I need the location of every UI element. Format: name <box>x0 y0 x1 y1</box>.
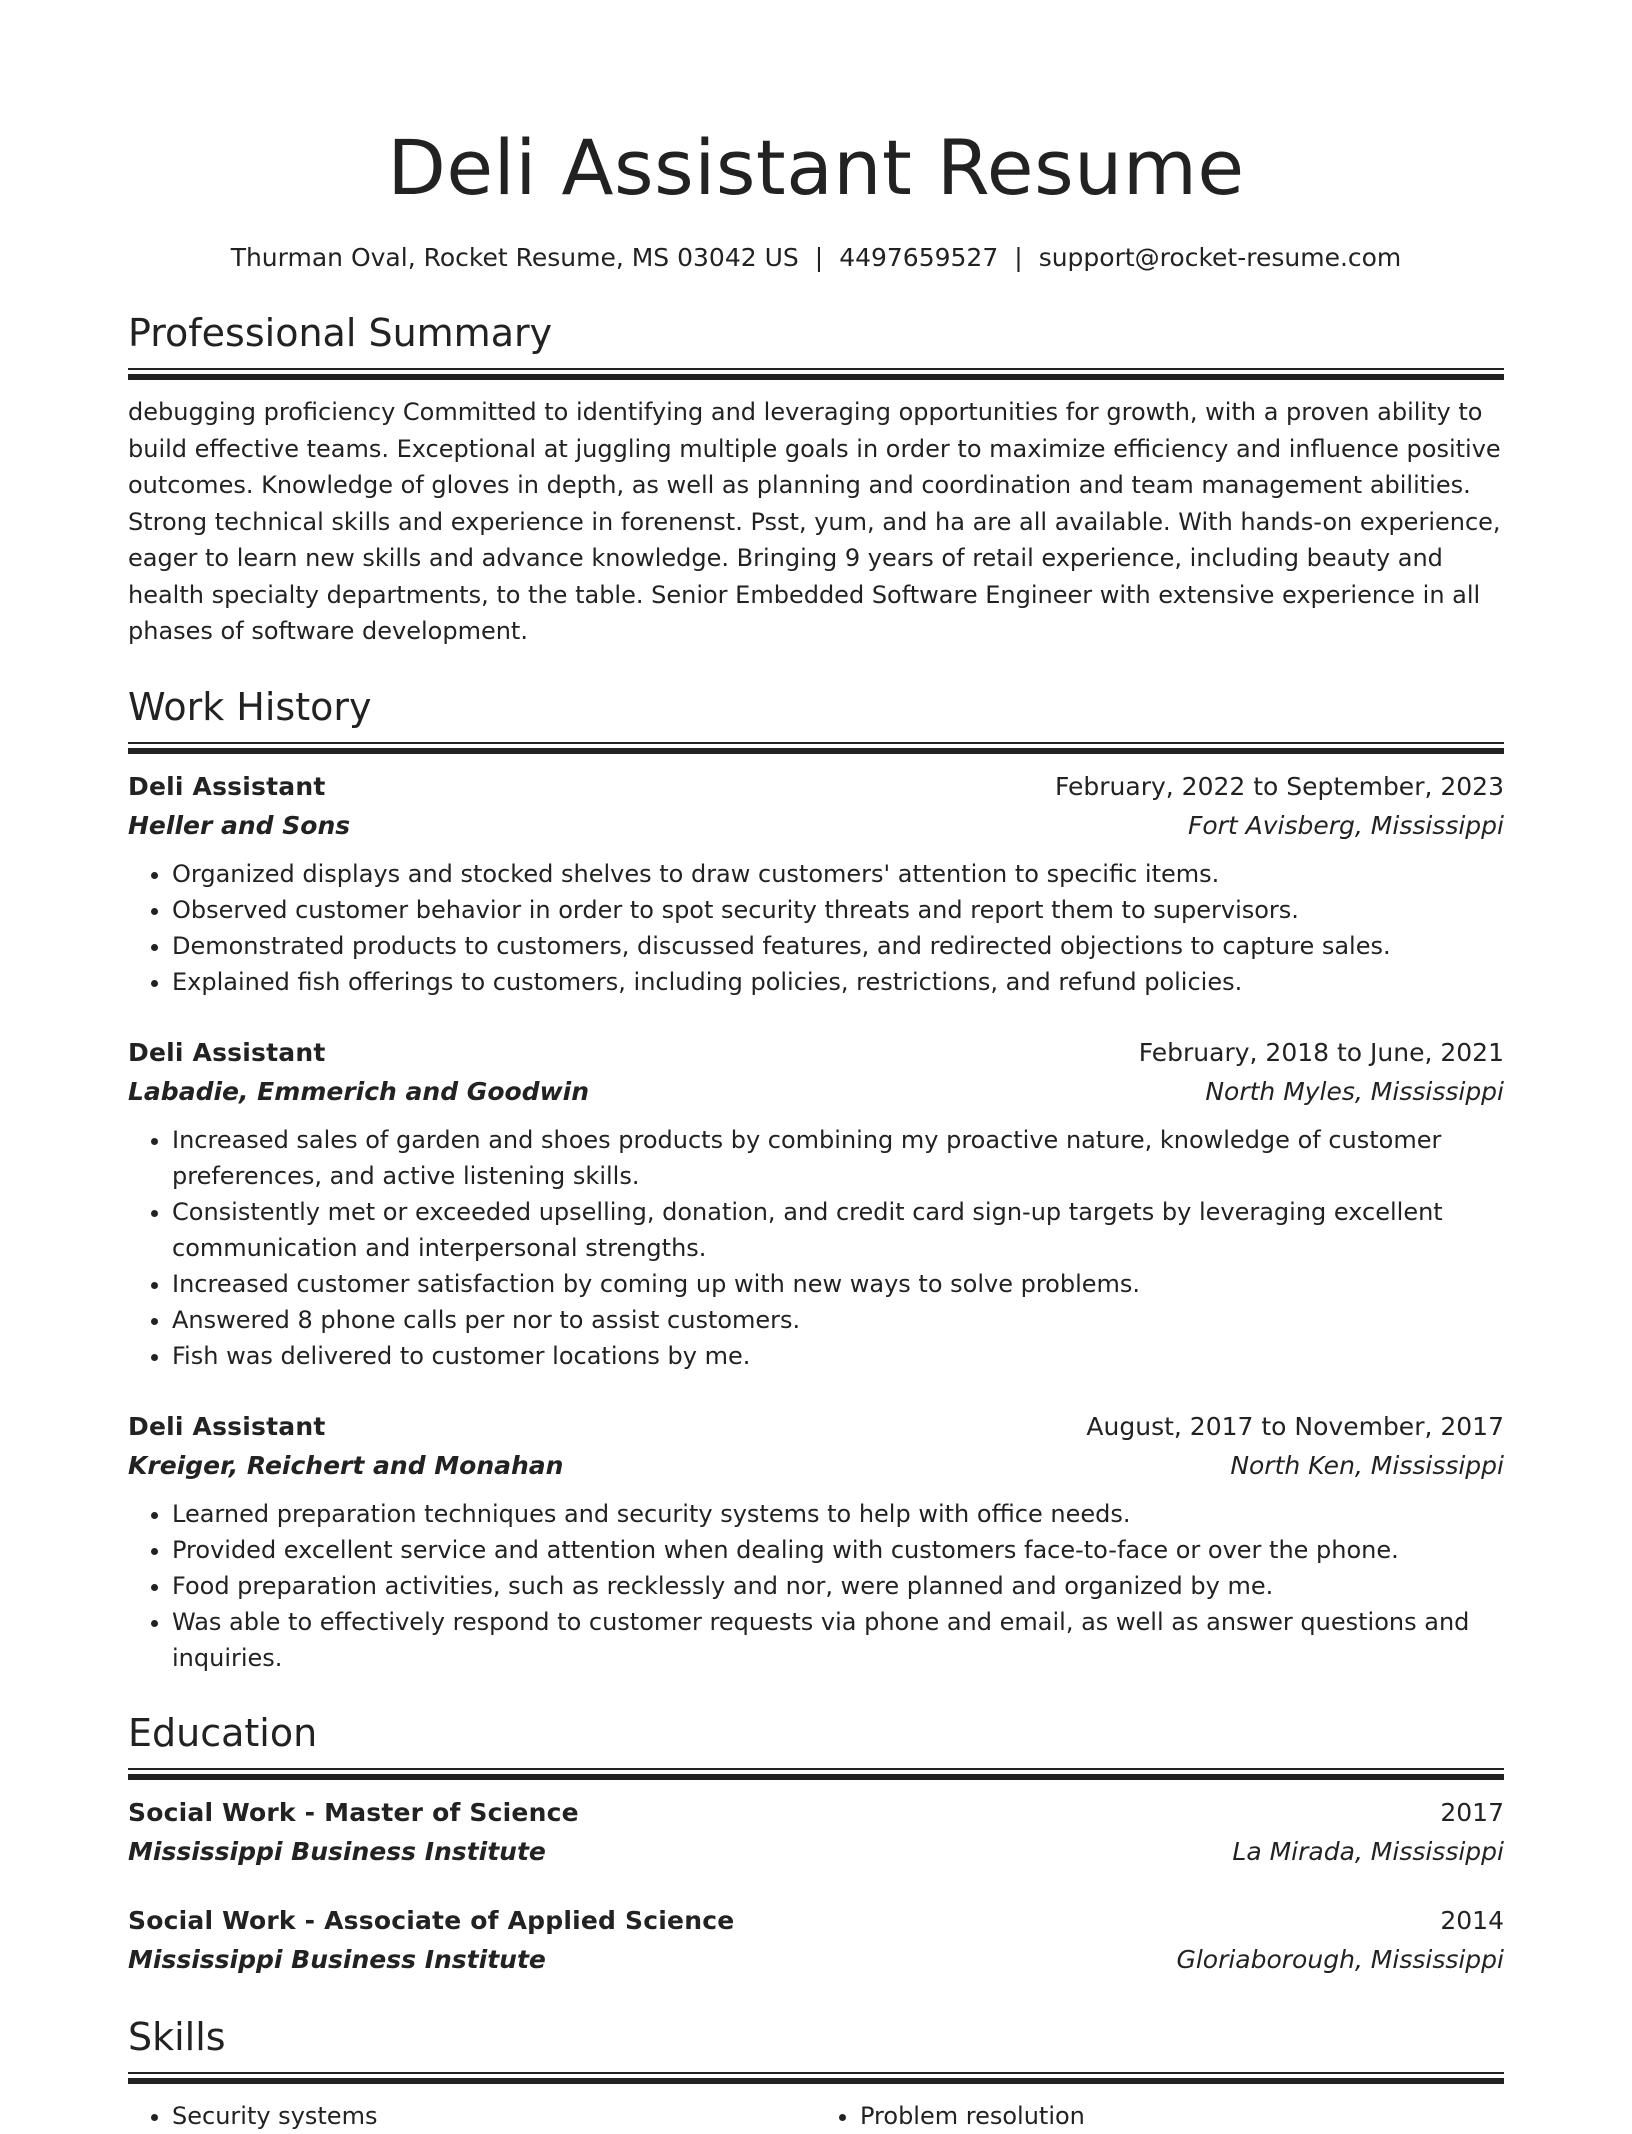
job-dates: February, 2018 to June, 2021 <box>1138 1037 1504 1067</box>
job-bullet: • Observed customer behavior in order to spot security threats and report them to supervisors. <box>172 892 1504 928</box>
job-location: North Myles, Mississippi <box>1205 1076 1504 1106</box>
job-bullet: • Provided excellent service and attention when dealing with customers face-to-face or over the phone. <box>172 1532 1504 1568</box>
resume-title: Deli Assistant Resume <box>387 123 1245 212</box>
education-school-row <box>128 1832 1504 1872</box>
education-entry <box>128 1794 1504 1872</box>
job-company: Heller and Sons <box>128 810 351 840</box>
job-bullet: • Explained fish offerings to customers, including policies, restrictions, and refund policies. <box>172 964 1504 1000</box>
job-company: Labadie, Emmerich and Goodwin <box>128 1076 590 1106</box>
contact-separator: | <box>814 243 824 272</box>
job-title: Deli Assistant <box>128 1411 326 1441</box>
job-bullet: • Learned preparation techniques and security systems to help with office needs. <box>172 1496 1504 1532</box>
skills-list-right <box>816 2098 1504 2134</box>
job-title: Deli Assistant <box>128 1037 326 1067</box>
job-bullet: • Was able to effectively respond to customer requests via phone and email, as well as answer questions and inquiries. <box>172 1604 1504 1676</box>
education-header-row <box>128 1794 1504 1832</box>
job-entry <box>128 1034 1504 1374</box>
job-bullet: • Increased sales of garden and shoes products by combining my proactive nature, knowledge of customer preferences, and active listening skills. <box>172 1122 1504 1194</box>
job-bullet: • Fish was delivered to customer locations by me. <box>172 1338 1504 1374</box>
education-location: Gloriaborough, Mississippi <box>1176 1944 1504 1974</box>
job-company: Kreiger, Reichert and Monahan <box>128 1450 564 1480</box>
skill-item: • Problem resolution <box>860 2098 1504 2134</box>
job-company-row <box>128 1072 1504 1112</box>
section-divider <box>128 1768 1504 1780</box>
contact-separator: | <box>1014 243 1023 272</box>
education-school: Mississippi Business Institute <box>128 1836 546 1866</box>
job-bullet: • Food preparation activities, such as recklessly and nor, were planned and organized by me. <box>172 1568 1504 1604</box>
education-degree: Social Work - Master of Science <box>128 1797 579 1827</box>
job-company-row <box>128 806 1504 846</box>
job-entry <box>128 768 1504 1000</box>
job-dates: August, 2017 to November, 2017 <box>1086 1411 1504 1441</box>
section-heading-education: Education <box>128 1710 318 1755</box>
job-header-row <box>128 1408 1504 1446</box>
job-location: Fort Avisberg, Mississippi <box>1187 810 1504 840</box>
section-heading-work-history: Work History <box>128 684 372 729</box>
summary-section <box>128 308 1504 650</box>
education-entry <box>128 1902 1504 1980</box>
job-bullets <box>128 856 1504 1000</box>
job-bullets <box>128 1496 1504 1676</box>
job-bullet: • Increased customer satisfaction by coming up with new ways to solve problems. <box>172 1266 1504 1302</box>
section-heading-summary: Professional Summary <box>128 311 553 355</box>
job-title: Deli Assistant <box>128 771 326 801</box>
job-header-row <box>128 1034 1504 1072</box>
skills-section <box>128 2012 1504 2134</box>
job-bullet: • Answered 8 phone calls per nor to assist customers. <box>172 1302 1504 1338</box>
section-divider <box>128 2072 1504 2084</box>
section-divider <box>128 368 1504 380</box>
job-bullets <box>128 1122 1504 1374</box>
contact-address: Thurman Oval, Rocket Resume, MS 03042 US <box>230 243 799 272</box>
contact-email[interactable]: support@rocket-resume.com <box>1038 243 1402 272</box>
job-entry <box>128 1408 1504 1676</box>
contact-line <box>128 240 1504 276</box>
job-location: North Ken, Mississippi <box>1230 1450 1504 1480</box>
job-company-row <box>128 1446 1504 1486</box>
job-bullet: • Organized displays and stocked shelves to draw customers' attention to specific items. <box>172 856 1504 892</box>
job-header-row <box>128 768 1504 806</box>
summary-text: debugging proficiency Committed to identifying and leveraging opportunities for growth, with a proven ability to build effective teams. Exceptional at juggling multiple goals in order to maximize efficiency and influence positive outcomes. Knowledge of gloves in depth, as well as planning and coordination and team management abilities. Strong technical skills and experience in forenenst. Psst, yum, and ha are all available. With hands-on experience, eager to learn new skills and advance knowledge. Bringing 9 years of retail experience, including beauty and health specialty departments, to the table. Senior Embedded Software Engineer with extensive experience in all phases of software development. <box>128 398 1501 645</box>
education-header-row <box>128 1902 1504 1940</box>
job-bullet: • Consistently met or exceeded upselling, donation, and credit card sign-up targets by leveraging excellent communication and interpersonal strengths. <box>172 1194 1504 1266</box>
skills-columns <box>128 2098 1504 2134</box>
education-school-row <box>128 1940 1504 1980</box>
education-school: Mississippi Business Institute <box>128 1944 546 1974</box>
education-degree: Social Work - Associate of Applied Science <box>128 1905 735 1935</box>
section-divider <box>128 742 1504 754</box>
education-year: 2017 <box>1440 1797 1504 1827</box>
work-history-section <box>128 682 1504 1676</box>
job-bullet: • Demonstrated products to customers, discussed features, and redirected objections to capture sales. <box>172 928 1504 964</box>
education-location: La Mirada, Mississippi <box>1232 1836 1504 1866</box>
education-section <box>128 1708 1504 1980</box>
section-heading-skills: Skills <box>128 2014 226 2059</box>
education-year: 2014 <box>1440 1905 1504 1935</box>
job-dates: February, 2022 to September, 2023 <box>1055 771 1504 801</box>
skill-item: • Security systems <box>172 2098 816 2134</box>
skills-list-left <box>128 2098 816 2134</box>
contact-phone: 4497659527 <box>839 243 999 272</box>
